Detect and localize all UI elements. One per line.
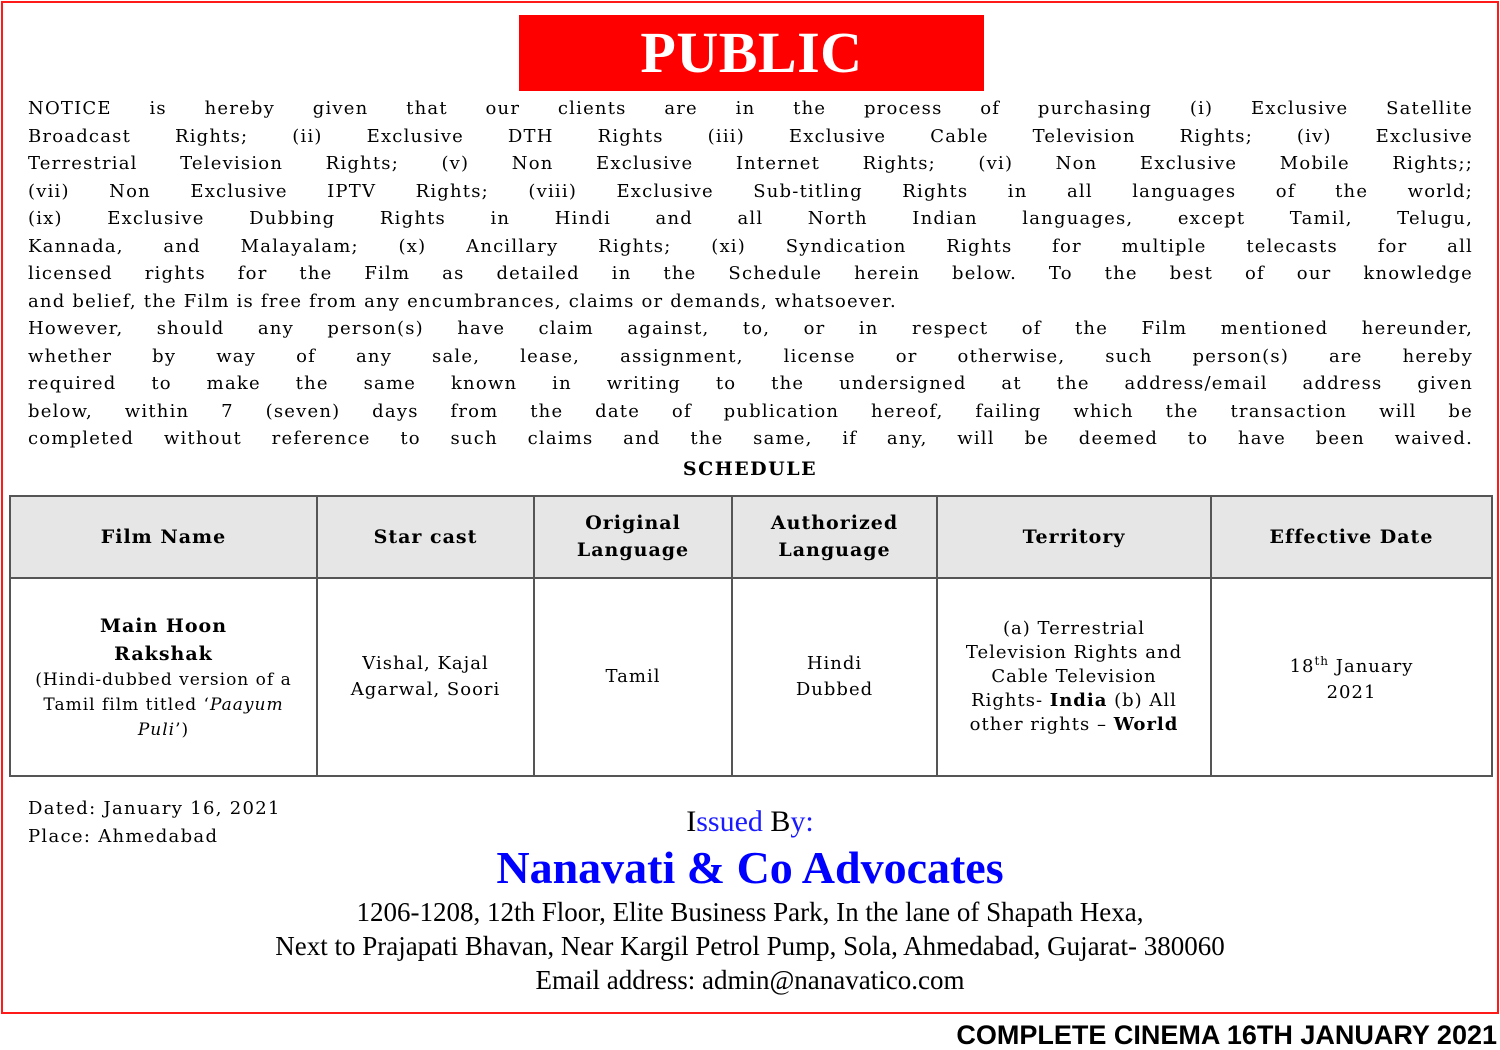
header-effective-date: Effective Date xyxy=(1211,496,1492,578)
notice-line: However, should any person(s) have claim against, to, or in respect of the Film mentioned hereunder, xyxy=(28,318,1473,339)
territory-b: (b) All other rights – xyxy=(969,690,1177,735)
film-original-title: Paayum Puli xyxy=(137,694,284,740)
cell-territory xyxy=(937,578,1211,776)
film-note: (Hindi-dubbed version of a Tamil film titled ‘ xyxy=(35,669,292,715)
notice-line: Terrestrial Television Rights; (v) Non Exclusive Internet Rights; (vi) Non Exclusive Mobile Rights;; xyxy=(28,153,1473,174)
table-header-row xyxy=(10,496,1492,578)
header-authorized-language: Authorized Language xyxy=(732,496,937,578)
schedule-table xyxy=(9,495,1493,777)
header-film-name: Film Name xyxy=(10,496,317,578)
issued-by-part: B xyxy=(762,805,791,838)
date-day: 18 xyxy=(1289,656,1315,677)
notice-line: and belief, the Film is free from any encumbrances, claims or demands, whatsoever. xyxy=(28,290,897,312)
address-line: 1206-1208, 12th Floor, Elite Business Park, In the lane of Shapath Hexa, xyxy=(356,897,1144,927)
date-suffix: th xyxy=(1314,654,1330,668)
film-note-end: ’) xyxy=(175,719,190,740)
notice-line: below, within 7 (seven) days from the date of publication hereof, failing which the transaction will be xyxy=(28,400,1473,422)
issued-by-part: ssued xyxy=(696,805,763,838)
address xyxy=(0,895,1500,997)
notice-line: whether by way of any sale, lease, assignment, license or otherwise, such person(s) are hereby xyxy=(28,345,1473,367)
film-title: Main Hoon Rakshak xyxy=(99,614,228,665)
email-line: Email address: admin@nanavatico.com xyxy=(535,965,965,995)
address-line: Next to Prajapati Bhavan, Near Kargil Petrol Pump, Sola, Ahmedabad, Gujarat- 380060 xyxy=(275,931,1225,961)
page-title: PUBLIC xyxy=(519,15,984,91)
notice-line: NOTICE is hereby given that our clients are in the process of purchasing (i) Exclusive Satellite xyxy=(28,98,1473,119)
issued-by-part: y: xyxy=(790,805,814,838)
notice-line: licensed rights for the Film as detailed in the Schedule herein below. To the best of our knowledge xyxy=(28,263,1473,284)
firm-name: Nanavati & Co Advocates xyxy=(496,842,1004,893)
territory-a-region: India xyxy=(1049,690,1108,711)
schedule-heading: SCHEDULE xyxy=(682,458,818,480)
cell-authorized-language: Hindi Dubbed xyxy=(732,578,937,776)
issued-by xyxy=(450,803,1050,841)
territory-b-region: World xyxy=(1113,714,1179,735)
notice-line: Broadcast Rights; (ii) Exclusive DTH Rights (iii) Exclusive Cable Television Rights; (iv) Exclusive xyxy=(28,125,1473,147)
place: Place: Ahmedabad xyxy=(28,826,219,847)
notice-meta xyxy=(28,795,408,851)
cell-original-language: Tamil xyxy=(534,578,732,776)
dated: Dated: January 16, 2021 xyxy=(28,798,281,819)
table-row xyxy=(10,578,1492,776)
date-rest: January 2021 xyxy=(1326,656,1414,703)
publication-footer: COMPLETE CINEMA 16TH JANUARY 2021 xyxy=(956,1020,1497,1050)
notice-line: (ix) Exclusive Dubbing Rights in Hindi and all North Indian languages, except Tamil, Telugu, xyxy=(28,208,1473,229)
issued-by-part: I xyxy=(686,805,697,838)
cell-effective-date xyxy=(1211,578,1492,776)
notice-body xyxy=(28,95,1473,453)
notice-line: (vii) Non Exclusive IPTV Rights; (viii) Exclusive Sub-titling Rights in all languages of the world; xyxy=(28,180,1473,202)
cell-star-cast: Vishal, Kajal Agarwal, Soori xyxy=(317,578,534,776)
notice-line: Kannada, and Malayalam; (x) Ancillary Rights; (xi) Syndication Rights for multiple telecasts for all xyxy=(28,235,1473,257)
header-star-cast: Star cast xyxy=(317,496,534,578)
header-original-language: Original Language xyxy=(534,496,732,578)
notice-line: completed without reference to such claims and the same, if any, will be deemed to have been waived. xyxy=(28,428,1473,449)
cell-film-name xyxy=(10,578,317,776)
notice-line: required to make the same known in writing to the undersigned at the address/email address given xyxy=(28,373,1473,394)
header-territory: Territory xyxy=(937,496,1211,578)
territory-a: (a) Terrestrial Television Rights and Cable Television Rights- xyxy=(965,618,1183,711)
